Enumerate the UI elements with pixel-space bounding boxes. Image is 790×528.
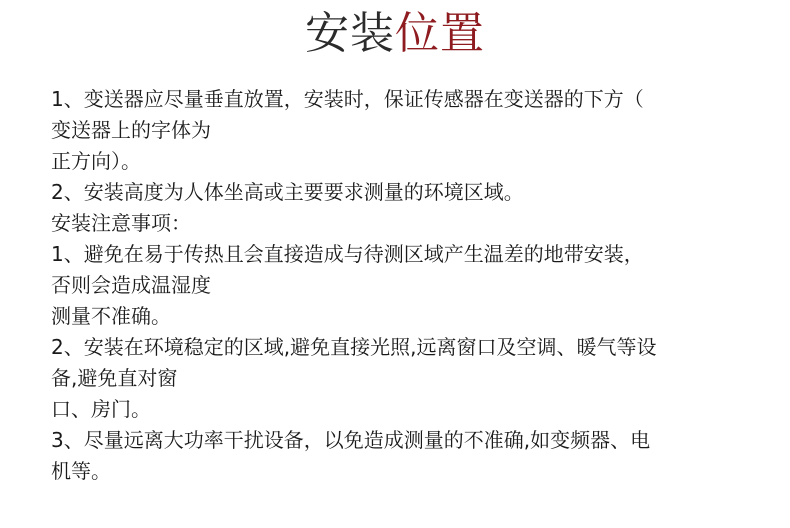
page-title-part-1: 安装	[305, 8, 395, 59]
page-title-part-2: 位置	[395, 8, 485, 59]
text-line: 正方向）。	[51, 149, 141, 173]
text-line: 备,避免直对窗	[51, 366, 178, 390]
text-line: 1、避免在易于传热且会直接造成与待测区域产生温差的地带安装，	[51, 242, 644, 266]
page-title	[0, 4, 790, 64]
text-line: 3、尽量远离大功率干扰设备，以免造成测量的不准确,如变频器、电	[51, 428, 651, 452]
section-heading: 安装注意事项：	[51, 211, 191, 235]
text-line: 2、安装在环境稳定的区域,避免直接光照,远离窗口及空调、暖气等设	[51, 335, 657, 359]
instructions-body	[51, 84, 751, 487]
text-line: 机等。	[51, 459, 111, 483]
text-line: 测量不准确。	[51, 304, 171, 328]
text-line: 否则会造成温湿度	[51, 273, 211, 297]
text-line: 口、房门。	[51, 397, 151, 421]
text-line: 2、安装高度为人体坐高或主要要求测量的环境区域。	[51, 180, 524, 204]
text-line: 1、变送器应尽量垂直放置，安装时，保证传感器在变送器的下方（	[51, 87, 644, 111]
text-line: 变送器上的字体为	[51, 118, 211, 142]
